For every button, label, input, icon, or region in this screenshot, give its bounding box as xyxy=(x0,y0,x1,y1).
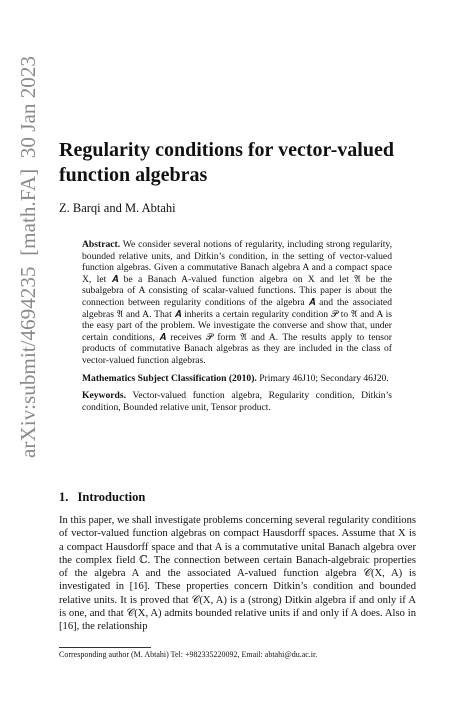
author-list: Z. Barqi and M. Abtahi xyxy=(59,201,176,215)
abstract-text: We consider several notions of regularity, including strong regularity, bounded relative units, and Ditkin’s condition, in the setting of vector-valued function algebras. Given a commutative Banach algebra A and a compact space X, let 𝑨 be a Banach A-valued function algebra on X and let 𝔄 be the subalgebra of A consisting of scalar-valued functions. This paper is about the connection between regularity conditions of the algebra 𝑨 and the associated algebras 𝔄 and A. That 𝑨 inherits a certain regularity condition 𝒫 to 𝔄 and A is the easy part of the problem. We investigate the converse and show that, under certain conditions, 𝑨 receives 𝒫 form 𝔄 and A. The results apply to tensor products of commutative Banach algebras as they are included in the class of vector-valued function algebras. xyxy=(82,239,392,366)
introduction-text xyxy=(59,514,416,634)
abstract-paragraph xyxy=(82,239,392,367)
arxiv-watermark xyxy=(0,0,46,719)
corresponding-author-footnote: Corresponding author (M. Abtahi) Tel: +982335220092, Email: abtahi@du.ac.ir. xyxy=(59,650,318,659)
section-title: Introduction xyxy=(77,490,146,504)
arxiv-id: arXiv:submit/4694235 [math.FA] 30 Jan 2023 xyxy=(16,49,40,458)
section-number: 1. xyxy=(59,490,69,504)
msc-paragraph xyxy=(82,373,392,385)
abstract-label: Abstract. xyxy=(82,239,121,250)
section-heading-introduction xyxy=(59,490,145,505)
msc-text: Primary 46J10; Secondary 46J20. xyxy=(259,372,389,384)
paper-title: Regularity conditions for vector-valued function algebras xyxy=(59,139,394,186)
keywords-label: Keywords. xyxy=(82,390,126,402)
intro-paragraph: In this paper, we shall investigate problems concerning several regularity conditions of vector-valued function algebras on compact Hausdorff spaces. Assume that X is a compact Hausdorff space and that A is a commutative unital Banach algebra over the complex field ℂ. The connection between certain Banach-algebraic properties of the algebra A and the associated A-valued function algebra 𝒞(X, A) is investigated in [16]. These properties concern Ditkin’s condition and bounded relative units. It is proved that 𝒞(X, A) is a (strong) Ditkin algebra if and only if A is one, and that 𝒞(X, A) admits bounded relative units if and only if A does. Also in [16], the relationship xyxy=(59,515,416,633)
abstract-block xyxy=(82,239,392,413)
keywords-text: Vector-valued function algebra, Regularity condition, Ditkin’s condition, Bounded relative unit, Tensor product. xyxy=(82,390,392,413)
footnote-divider xyxy=(59,647,151,648)
keywords-paragraph xyxy=(82,390,392,413)
msc-label: Mathematics Subject Classification (2010). xyxy=(82,372,257,384)
